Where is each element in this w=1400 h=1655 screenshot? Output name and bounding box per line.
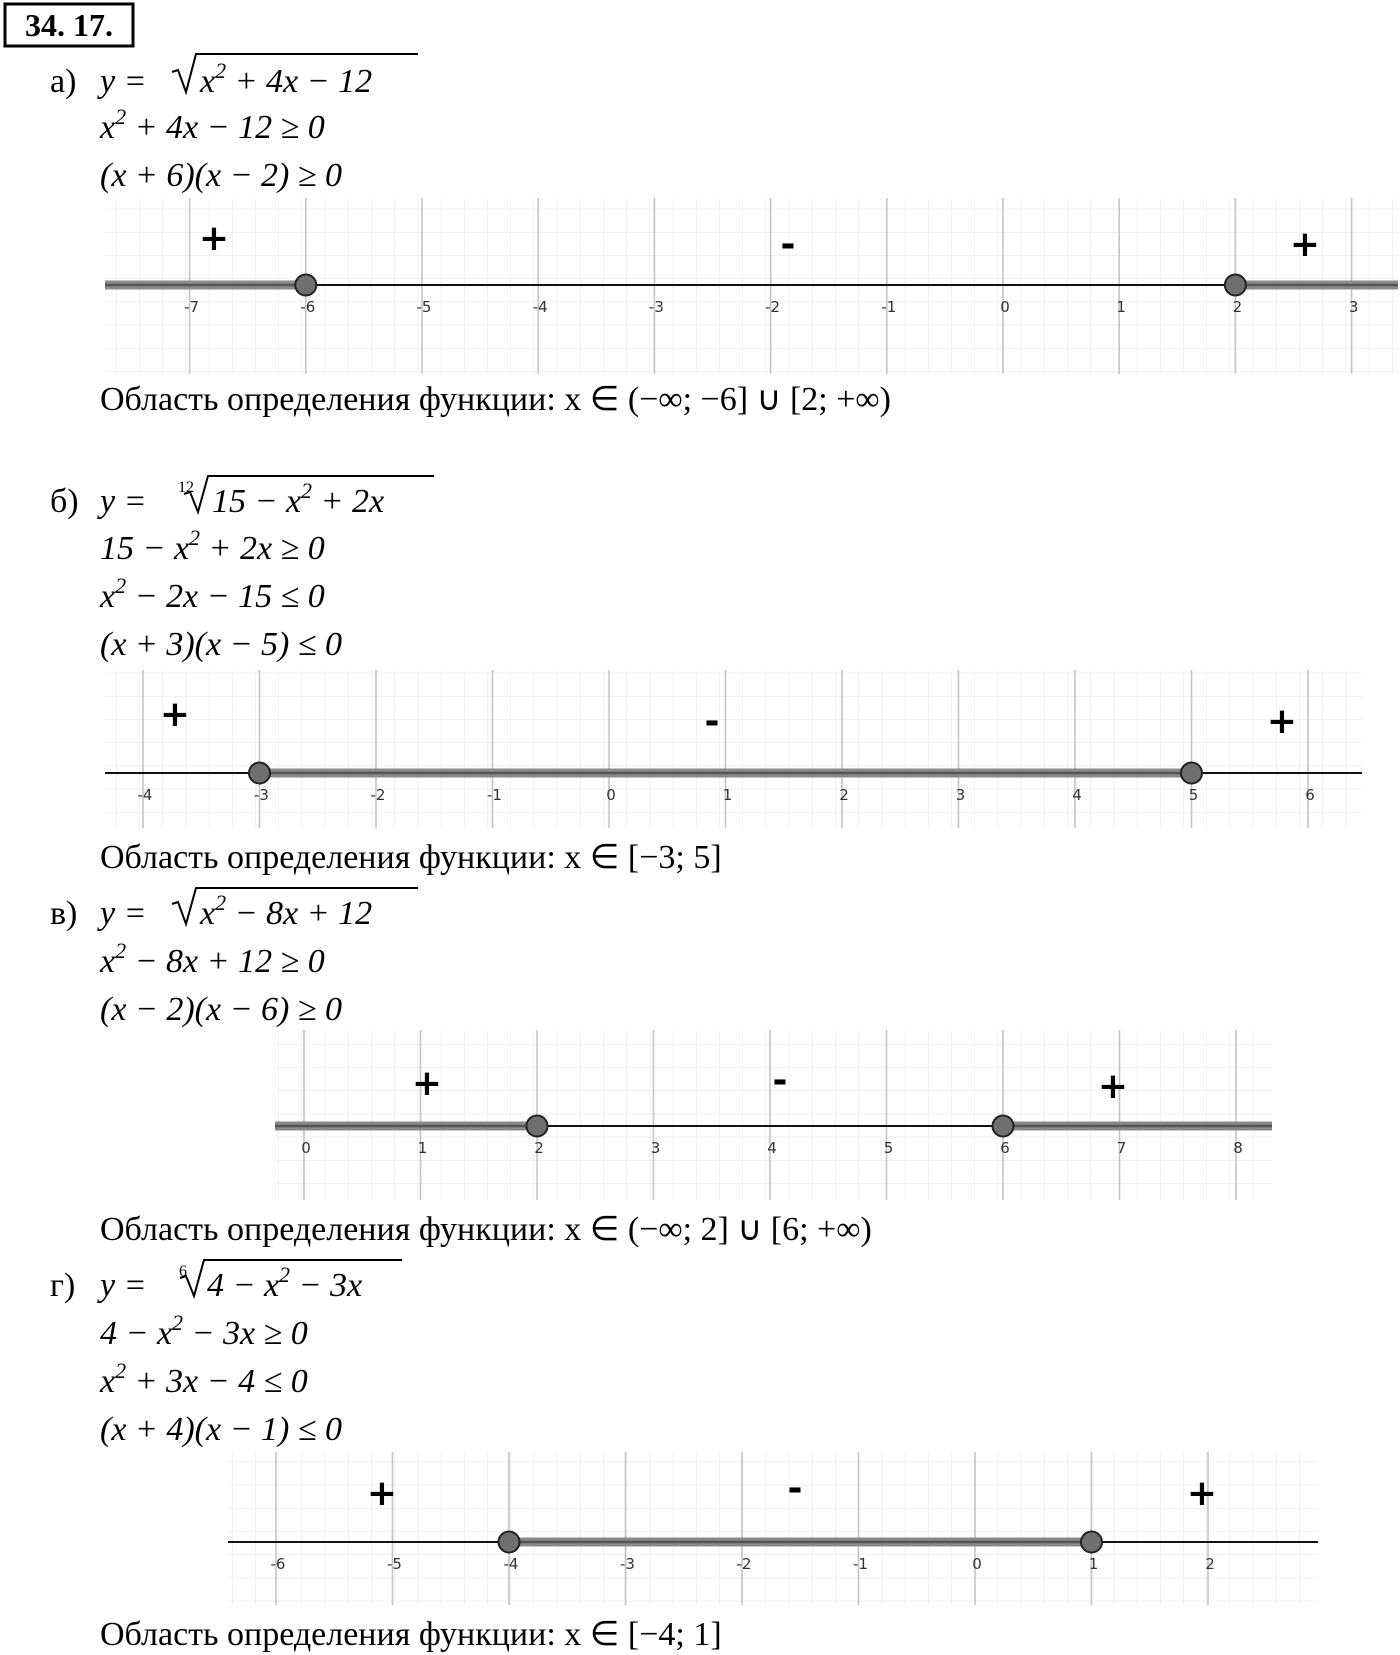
tick-label: -4 [137,786,153,804]
part-d-letter: г) [50,1267,76,1304]
closed-point [249,763,270,784]
part-a-answer: Область определения функции: x ∈ (−∞; −6] ∪ [2; +∞) [100,381,891,418]
tick-label: 0 [301,1139,311,1157]
part-a-line-1 [97,54,418,100]
part-b-line-3: $x^2 - 2x - 15 \le 0$ [100,573,325,615]
part-b [50,476,1362,876]
svg-text:12: 12 [178,479,194,496]
plus-sign: + [198,218,230,259]
tick-label: -4 [532,298,548,316]
plus-sign: + [159,694,191,735]
svg-text:y =: y = [100,1267,147,1304]
part-b-line-4: (x + 3)(x − 5) ≤ 0 [100,626,343,663]
tick-label: 1 [722,786,733,804]
closed-point [1181,763,1202,784]
tick-label: 3 [1348,298,1359,316]
part-b-line-1 [97,476,434,520]
svg-text:y =: y = [100,63,147,100]
tick-label: -2 [736,1555,752,1573]
tick-label: -1 [487,786,502,804]
part-c-line-3: (x − 2)(x − 6) ≥ 0 [100,991,343,1028]
tick-label: -2 [370,786,386,804]
tick-label: 3 [955,786,966,804]
problem-number-label: 34. 17. [25,7,113,43]
part-c-answer: Область определения функции: x ∈ (−∞; 2] ∪ [6; +∞) [100,1211,872,1248]
svg-text:6: 6 [179,1263,187,1280]
part-c-letter: в) [50,895,78,932]
svg-text:y =: y = [100,895,147,932]
tick-label: -5 [387,1555,402,1573]
grid-background [275,1030,1272,1200]
tick-label: -1 [881,298,897,316]
part-c-line-2: $x^2 - 8x + 12 \ge 0$ [100,938,325,980]
tick-label: -1 [853,1555,868,1573]
grid-background [105,670,1362,828]
plus-sign: + [1097,1066,1129,1107]
part-a-number-line [105,198,1398,374]
tick-label: 1 [1088,1555,1099,1573]
part-c-number-line [275,1030,1272,1200]
part-d-number-line [228,1452,1318,1605]
part-a-line-3: (x + 6)(x − 2) ≥ 0 [100,157,343,194]
problem-number [5,4,133,46]
svg-text:15 − x2 + 2x: $15 - x^2 + 2x$ [212,478,385,520]
tick-label: -5 [416,298,432,316]
part-b-line-2: $15 - x^2 + 2x \ge 0$ [100,525,325,567]
minus-sign: - [772,1060,788,1101]
tick-label: 2 [839,786,849,804]
svg-text:y =: y = [100,483,147,520]
tick-label: -6 [300,298,316,316]
tick-label: 2 [1232,298,1243,316]
tick-label: -6 [270,1555,286,1573]
part-d [50,1260,1318,1653]
plus-sign: + [1186,1473,1218,1514]
tick-label: 5 [883,1139,894,1157]
closed-point [1225,275,1246,296]
tick-label: 0 [972,1555,982,1573]
plus-sign: + [411,1063,443,1104]
tick-label: 2 [534,1139,544,1157]
tick-label: -2 [765,298,781,316]
tick-label: -7 [184,298,200,316]
tick-label: 4 [1072,786,1082,804]
part-b-number-line [105,670,1362,828]
plus-sign: + [366,1473,398,1514]
tick-label: 6 [1305,786,1315,804]
tick-label: 1 [1116,298,1126,316]
tick-label: 1 [417,1139,428,1157]
part-d-line-4: (x + 4)(x − 1) ≤ 0 [100,1411,343,1448]
svg-text:4 − x2 − 3x: $4 - x^2 - 3x$ [207,1262,363,1304]
tick-label: 5 [1188,786,1199,804]
part-d-line-3: $x^2 + 3x - 4 \le 0$ [100,1358,308,1400]
tick-label: -4 [503,1555,519,1573]
closed-point [295,275,316,296]
tick-label: -3 [254,786,269,804]
minus-sign: - [787,1468,803,1509]
part-b-answer: Область определения функции: x ∈ [−3; 5] [100,839,722,876]
tick-label: 7 [1116,1139,1127,1157]
svg-text:x2 − 8x + 12: $x^2 - 8x + 12$ [200,890,373,932]
closed-point [527,1116,548,1137]
part-c-line-1 [97,888,418,932]
tick-label: 0 [606,786,616,804]
tick-label: 8 [1233,1139,1243,1157]
plus-sign: + [1289,224,1321,265]
part-a-letter: а) [50,63,77,100]
tick-label: 2 [1205,1555,1215,1573]
tick-label: 3 [650,1139,661,1157]
closed-point [993,1116,1014,1137]
svg-text:x2 + 4x − 12: $x^2 + 4x - 12$ [200,58,373,100]
part-d-answer: Область определения функции: x ∈ [−4; 1] [100,1616,722,1653]
minus-sign: - [704,701,720,742]
minus-sign: - [780,224,796,265]
tick-label: -3 [620,1555,635,1573]
part-d-line-2: $4 - x^2 - 3x \ge 0$ [100,1310,308,1352]
part-d-line-1 [97,1260,402,1304]
tick-label: 4 [767,1139,777,1157]
plus-sign: + [1266,701,1298,742]
tick-label: 6 [1000,1139,1010,1157]
part-c [50,888,1272,1248]
part-a [50,54,1398,418]
closed-point [499,1532,520,1553]
part-a-line-2: $x^2 + 4x - 12 \ge 0$ [100,104,325,146]
tick-label: 0 [1000,298,1010,316]
closed-point [1081,1532,1102,1553]
part-b-letter: б) [50,483,79,520]
tick-label: -3 [648,298,664,316]
